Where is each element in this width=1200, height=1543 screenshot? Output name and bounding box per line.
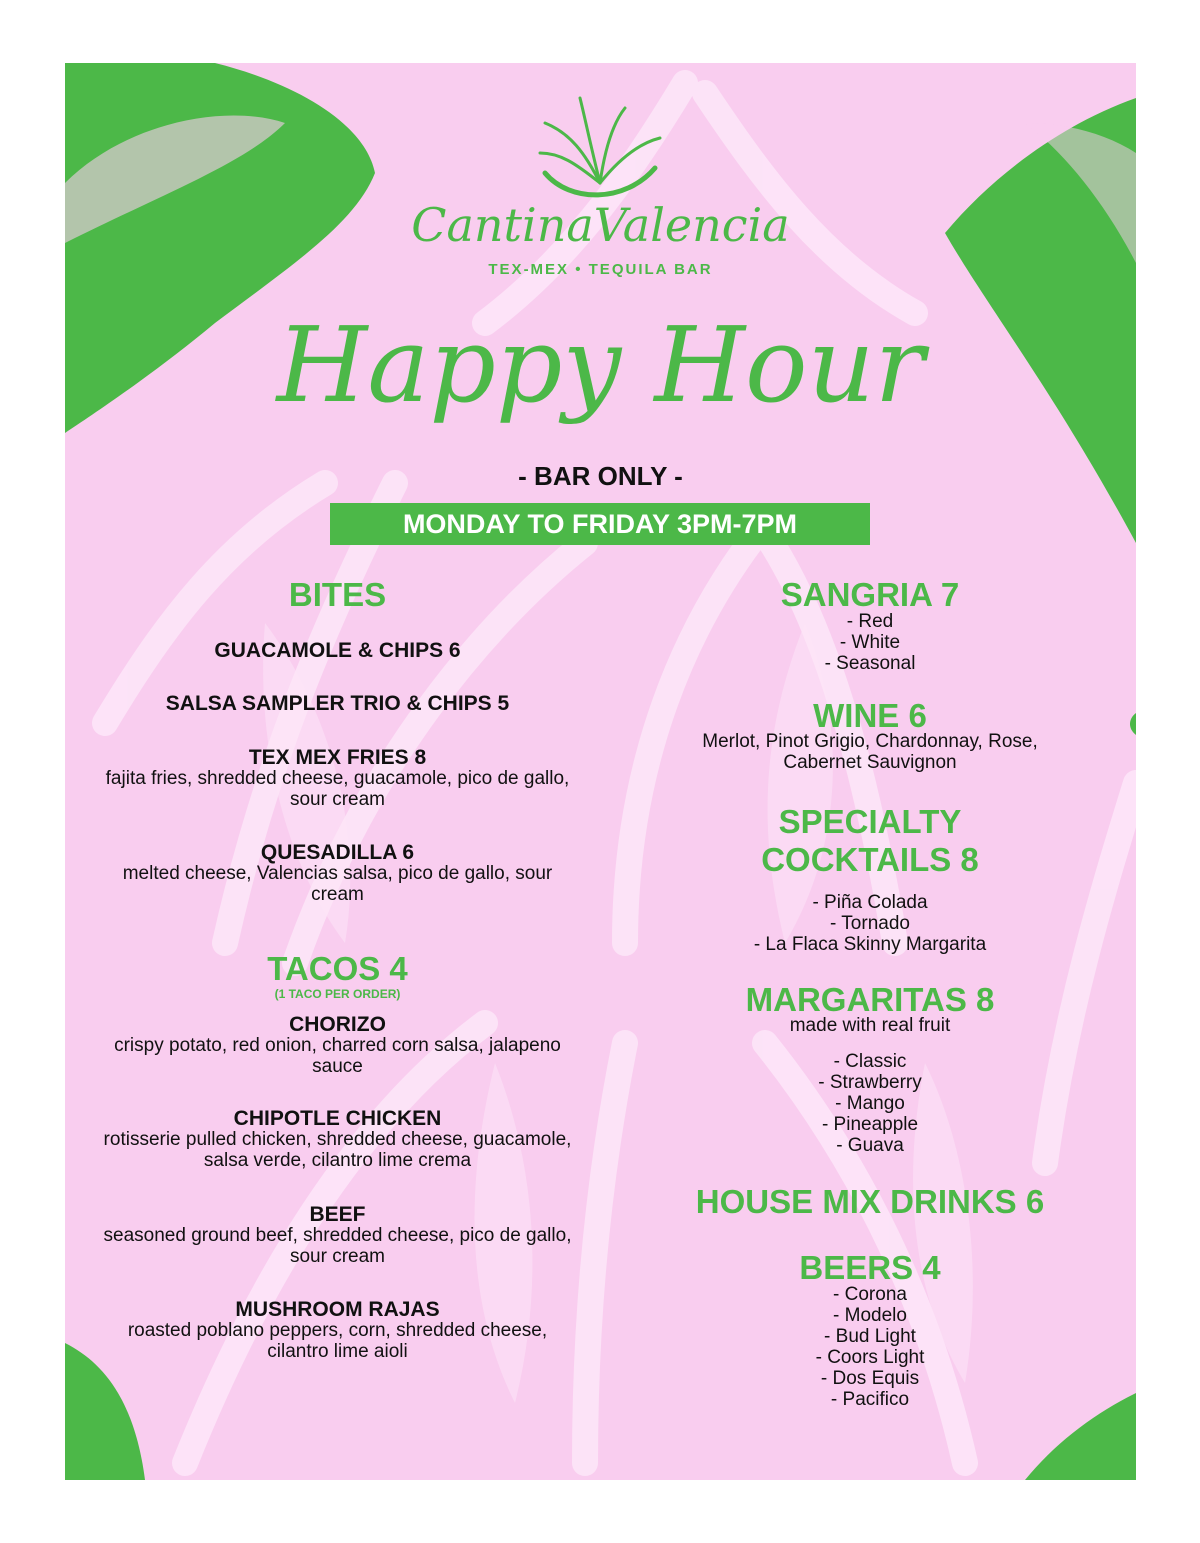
days-banner: MONDAY TO FRIDAY 3PM-7PM <box>330 503 870 545</box>
section-heading: BITES <box>288 576 387 613</box>
section-heading: MARGARITAS 8 <box>745 981 995 1018</box>
menu-item-name: SALSA SAMPLER TRIO & CHIPS 5 <box>165 692 510 715</box>
wine-list: Merlot, Pinot Grigio, Chardonnay, Rose, Cabernet Sauvignon <box>702 731 1038 773</box>
bar-only-label: - BAR ONLY - <box>518 461 683 491</box>
cocktails-list <box>650 892 1090 955</box>
list-item: - La Flaca Skinny Margarita <box>753 934 987 955</box>
menu-item-name: GUACAMOLE & CHIPS 6 <box>214 639 461 662</box>
menu-item <box>100 1204 575 1268</box>
section-note: made with real fruit <box>789 1015 951 1036</box>
bites-section <box>100 578 575 611</box>
beers-section <box>650 1251 1090 1410</box>
menu-item-name: CHORIZO <box>289 1013 386 1036</box>
cocktails-section <box>650 805 1090 876</box>
section-note: (1 TACO PER ORDER) <box>274 987 401 1001</box>
section-heading: SPECIALTY <box>778 803 962 840</box>
margaritas-list <box>650 1051 1090 1156</box>
menu-item <box>100 842 575 906</box>
list-item: - Corona <box>833 1284 907 1305</box>
list-item: - Mango <box>835 1093 905 1114</box>
menu-item-desc: rotisserie pulled chicken, shredded cheese, guacamole, salsa verde, cilantro lime crema <box>103 1129 572 1171</box>
house-mix-section <box>635 1185 1105 1218</box>
brand-tagline: TEX-MEX • TEQUILA BAR <box>488 261 713 278</box>
section-heading: HOUSE MIX DRINKS 6 <box>695 1183 1045 1220</box>
page-title: Happy Hour <box>276 304 925 426</box>
list-item: - Pacifico <box>830 1389 910 1410</box>
section-heading: WINE 6 <box>813 697 927 734</box>
list-item: - Red <box>846 611 894 632</box>
list-item: - Strawberry <box>818 1072 922 1093</box>
list-item: - Pineapple <box>821 1114 919 1135</box>
menu-item-name: CHIPOTLE CHICKEN <box>233 1107 442 1130</box>
menu-item-desc: fajita fries, shredded cheese, guacamole, pico de gallo, sour cream <box>105 768 570 810</box>
list-item: - White <box>839 632 901 653</box>
menu-item <box>100 1299 575 1363</box>
menu-item-name: MUSHROOM RAJAS <box>235 1298 440 1321</box>
menu-item-desc: seasoned ground beef, shredded cheese, pico de gallo, sour cream <box>103 1225 572 1267</box>
margaritas-section <box>650 983 1090 1037</box>
menu-item <box>100 1014 575 1078</box>
list-item: - Coors Light <box>815 1347 925 1368</box>
list-item: - Dos Equis <box>820 1368 920 1389</box>
menu-item <box>100 1108 575 1172</box>
list-item: - Piña Colada <box>812 892 928 913</box>
section-heading: BEERS 4 <box>799 1249 941 1286</box>
menu-item-desc: crispy potato, red onion, charred corn salsa, jalapeno sauce <box>114 1035 561 1077</box>
menu-sheet <box>65 63 1136 1480</box>
section-heading: TACOS 4 <box>267 950 408 987</box>
list-item: - Modelo <box>833 1305 907 1326</box>
list-item: - Guava <box>836 1135 904 1156</box>
wine-section <box>650 699 1090 774</box>
list-item: - Classic <box>833 1051 907 1072</box>
menu-item-desc: roasted poblano peppers, corn, shredded cheese, cilantro lime aioli <box>127 1320 548 1362</box>
menu-item-name: TEX MEX FRIES 8 <box>248 746 427 769</box>
agave-logo-icon <box>540 98 660 195</box>
section-heading: SANGRIA 7 <box>780 576 960 613</box>
list-item: - Bud Light <box>824 1326 916 1347</box>
menu-item-name: BEEF <box>309 1203 366 1226</box>
brand-name: CantinaValencia <box>411 198 790 252</box>
menu-item-desc: melted cheese, Valencias salsa, pico de gallo, sour cream <box>122 863 553 905</box>
list-item: - Tornado <box>830 913 910 934</box>
menu-item-name: QUESADILLA 6 <box>260 841 415 864</box>
sangria-section <box>650 578 1090 674</box>
list-item: - Seasonal <box>824 653 916 674</box>
tacos-section <box>100 952 575 1000</box>
menu-item <box>100 747 575 811</box>
section-heading: COCKTAILS 8 <box>761 841 979 878</box>
